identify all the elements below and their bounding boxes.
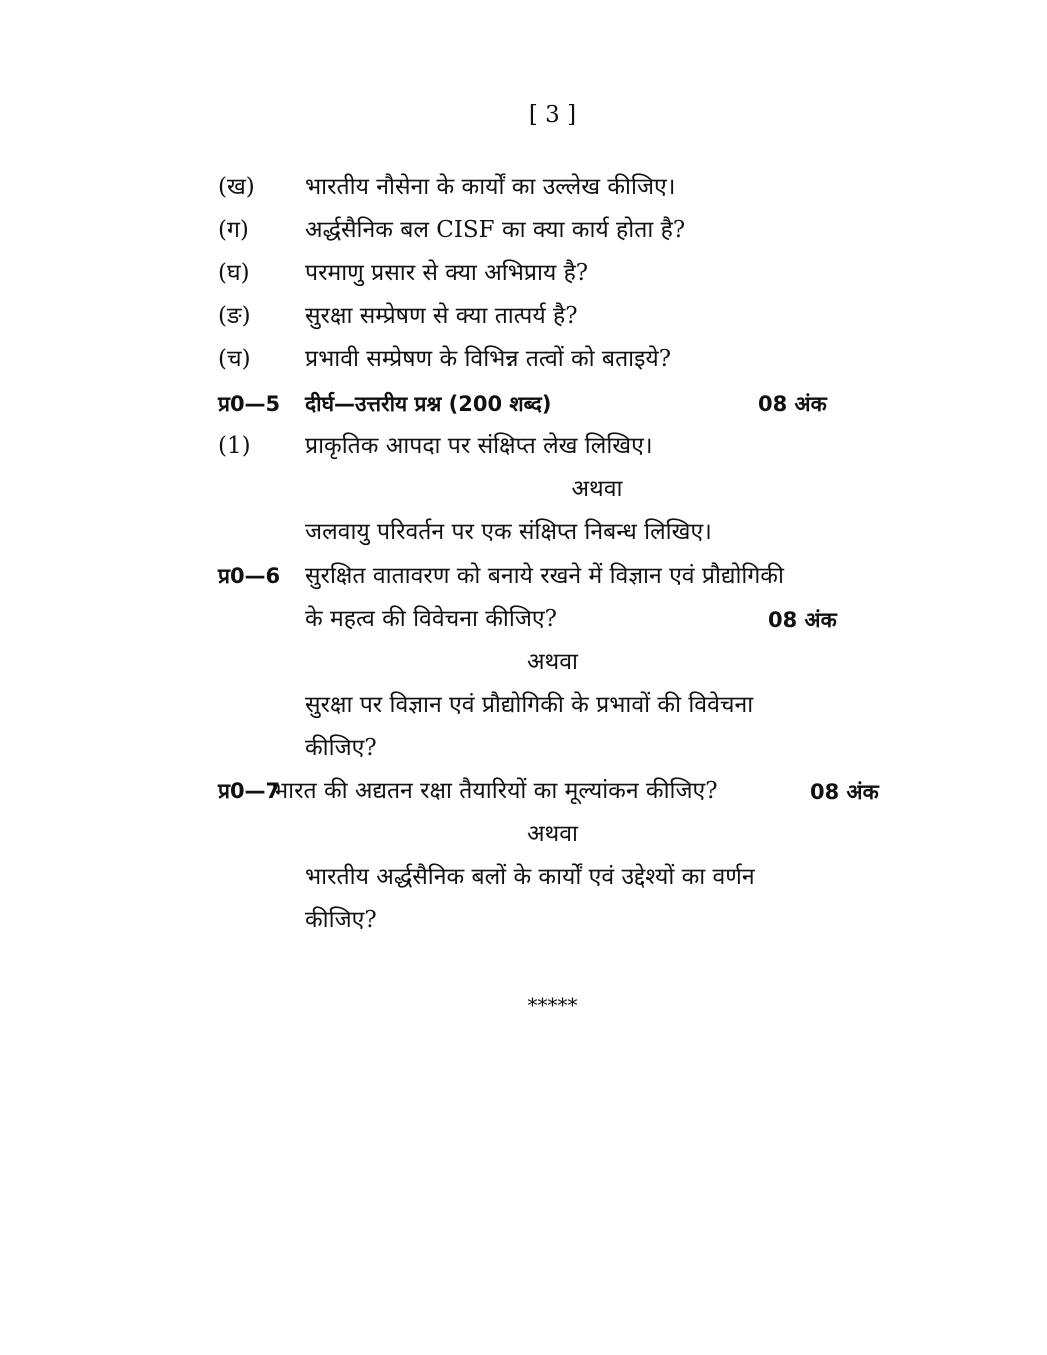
question-label: (ङ) — [218, 303, 251, 329]
q7-text: भारत की अद्यतन रक्षा तैयारियों का मूल्यांकन कीजिए? — [272, 778, 718, 804]
question-label: (च) — [218, 346, 251, 372]
q7-alt-line2: कीजिए? — [305, 907, 377, 933]
page-number: [ 3 ] — [528, 102, 577, 128]
q6-marks: 08 अंक — [768, 608, 837, 632]
q7-alt-line1: भारतीय अर्द्धसैनिक बलों के कार्यों एवं उद्देश्यों का वर्णन — [305, 864, 755, 890]
question-text: सुरक्षा सम्प्रेषण से क्या तात्पर्य है? — [305, 303, 578, 329]
q5-label: प्र0—5 — [218, 392, 281, 416]
q6-label: प्र0—6 — [218, 564, 281, 588]
q7-marks: 08 अंक — [810, 780, 879, 804]
q5-text: प्राकृतिक आपदा पर संक्षिप्त लेख लिखिए। — [305, 433, 653, 459]
q6-text-line1: सुरक्षित वातावरण को बनाये रखने में विज्ञान एवं प्रौद्योगिकी — [305, 563, 784, 589]
question-label: (घ) — [218, 260, 250, 286]
question-label: (ख) — [218, 174, 255, 200]
q6-alt-line1: सुरक्षा पर विज्ञान एवं प्रौद्योगिकी के प्रभावों की विवेचना — [305, 692, 754, 718]
q5-heading: दीर्घ—उत्तरीय प्रश्न (200 शब्द) — [305, 392, 552, 416]
q6-text-line2: के महत्व की विवेचना कीजिए? — [305, 606, 557, 632]
q7-or: अथवा — [526, 821, 578, 847]
q5-or: अथवा — [571, 476, 623, 502]
question-text: भारतीय नौसेना के कार्यों का उल्लेख कीजिए। — [305, 174, 676, 200]
end-mark: ***** — [527, 993, 578, 1017]
question-text: प्रभावी सम्प्रेषण के विभिन्न तत्वों को बताइये? — [305, 346, 672, 372]
question-label: (ग) — [218, 217, 249, 243]
q6-or: अथवा — [526, 649, 578, 675]
q5-sub-label: (1) — [218, 433, 251, 459]
question-text: परमाणु प्रसार से क्या अभिप्राय है? — [305, 260, 589, 286]
q6-alt-line2: कीजिए? — [305, 735, 377, 761]
question-text: अर्द्धसैनिक बल CISF का क्या कार्य होता है? — [305, 217, 686, 243]
q5-marks: 08 अंक — [758, 392, 827, 416]
q7-label: प्र0—7 — [218, 779, 281, 803]
q5-alt-text: जलवायु परिवर्तन पर एक संक्षिप्त निबन्ध लिखिए। — [305, 519, 712, 545]
